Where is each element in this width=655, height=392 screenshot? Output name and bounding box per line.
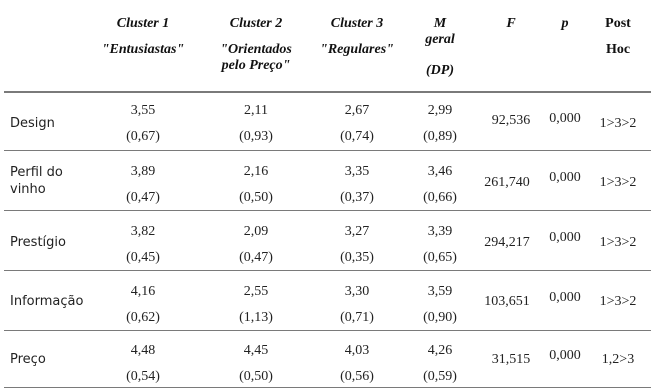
cell-cluster2-sd: (1,13) [239,310,273,325]
cell-cluster2-mean: 4,45 [243,343,269,358]
cell-cluster2-mean: 2,16 [243,164,269,179]
header-cluster-1: Cluster 1 [116,16,170,31]
cell-cluster3-sd: (0,71) [340,310,374,325]
cell-cluster3-sd: (0,56) [340,369,374,384]
cell-cluster1-mean: 3,89 [130,164,156,179]
cell-cluster3-sd: (0,37) [340,190,374,205]
cell-cluster1-sd: (0,45) [126,250,160,265]
cell-m-mean: 3,39 [427,224,453,239]
header-f: F [506,16,516,31]
row-divider [4,210,651,211]
cell-posthoc: 1>3>2 [599,235,637,250]
cell-m-mean: 2,99 [427,103,453,118]
header-cluster-3: Cluster 3 [330,16,384,31]
cell-cluster2-mean: 2,55 [243,284,269,299]
header-cluster-1-name: "Entusiastas" [101,42,185,57]
cell-cluster3-mean: 3,30 [344,284,370,299]
cell-posthoc: 1>3>2 [599,175,637,190]
cell-p: 0,000 [549,170,581,185]
cell-cluster1-mean: 3,55 [130,103,156,118]
cell-p: 0,000 [549,348,581,363]
cell-f: 294,217 [484,235,530,250]
cell-m-mean: 3,46 [427,164,453,179]
cell-cluster2-sd: (0,47) [239,250,273,265]
cell-posthoc: 1,2>3 [601,352,635,367]
cell-p: 0,000 [549,111,581,126]
row-label: Informação [10,294,84,309]
row-label-line2: vinho [10,182,46,197]
header-p: p [561,16,569,31]
cell-cluster2-mean: 2,09 [243,224,269,239]
cell-m-sd: (0,66) [423,190,457,205]
row-divider [4,270,651,271]
header-rule [4,91,651,93]
cell-cluster3-sd: (0,35) [340,250,374,265]
cell-cluster1-sd: (0,62) [126,310,160,325]
cell-cluster3-mean: 2,67 [344,103,370,118]
row-divider [4,150,651,151]
header-m: M [433,16,447,31]
cell-posthoc: 1>3>2 [599,294,637,309]
row-label: Preço [10,352,46,367]
row-label: Perfil do [10,165,63,180]
header-hoc: Hoc [605,42,631,57]
cell-cluster1-sd: (0,54) [126,369,160,384]
header-cluster-3-name: "Regulares" [320,42,394,57]
header-cluster-2-name-line1: "Orientados [220,42,292,57]
cell-m-sd: (0,90) [423,310,457,325]
cell-cluster1-sd: (0,67) [126,129,160,144]
cell-m-sd: (0,65) [423,250,457,265]
cell-cluster3-mean: 4,03 [344,343,370,358]
cell-p: 0,000 [549,290,581,305]
cell-cluster3-mean: 3,35 [344,164,370,179]
cell-cluster2-sd: (0,93) [239,129,273,144]
cell-posthoc: 1>3>2 [599,116,637,131]
cell-cluster1-sd: (0,47) [126,190,160,205]
header-cluster-2-name-line2: pelo Preço" [221,58,291,73]
cell-f: 92,536 [491,113,531,128]
cell-cluster3-sd: (0,74) [340,129,374,144]
cell-cluster1-mean: 4,16 [130,284,156,299]
row-divider [4,330,651,331]
header-m-geral: geral [425,32,455,47]
header-post: Post [605,16,631,31]
cell-m-mean: 3,59 [427,284,453,299]
cell-cluster2-sd: (0,50) [239,190,273,205]
cell-f: 31,515 [491,352,531,367]
bottom-rule [4,387,651,388]
row-label: Design [10,116,55,131]
cell-cluster2-mean: 2,11 [244,103,268,118]
row-label: Prestígio [10,235,66,250]
cell-f: 103,651 [484,294,530,309]
header-cluster-2: Cluster 2 [229,16,283,31]
cell-f: 261,740 [484,175,530,190]
cell-cluster3-mean: 3,27 [344,224,370,239]
cell-cluster1-mean: 4,48 [130,343,156,358]
cell-m-sd: (0,89) [423,129,457,144]
header-dp: (DP) [426,63,454,78]
cell-m-sd: (0,59) [423,369,457,384]
cell-m-mean: 4,26 [427,343,453,358]
cell-cluster1-mean: 3,82 [130,224,156,239]
cell-cluster2-sd: (0,50) [239,369,273,384]
cell-p: 0,000 [549,230,581,245]
